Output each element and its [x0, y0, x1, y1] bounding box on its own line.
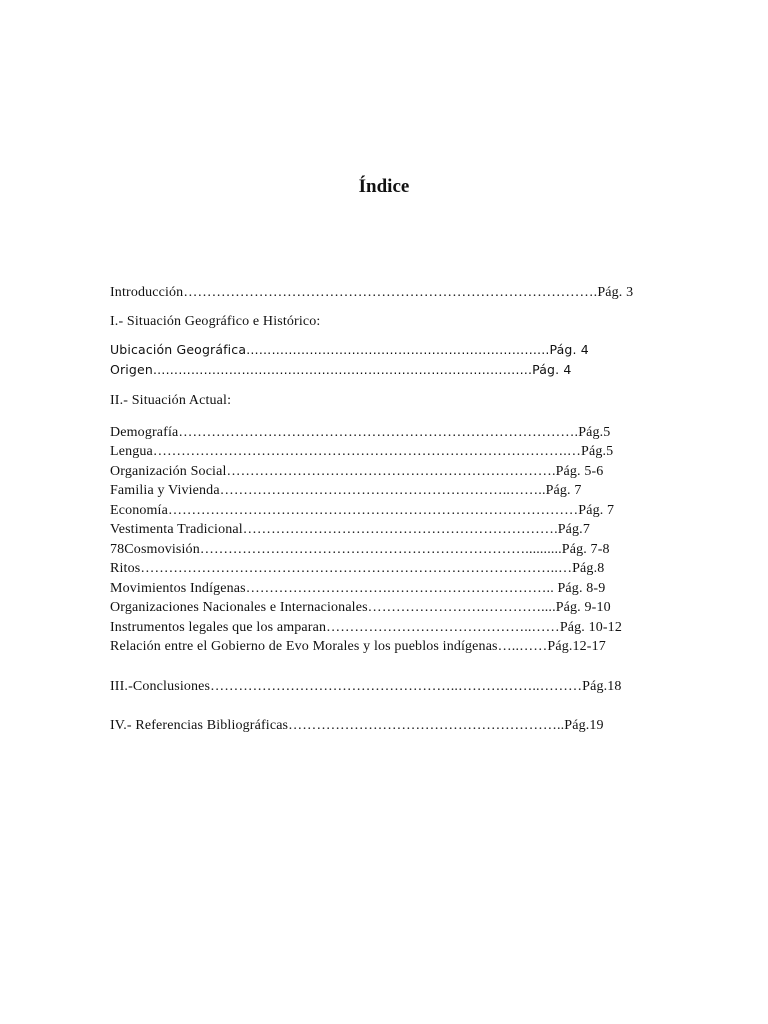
toc-entry: Organización Social…………………………………………………………….Pág. 5-6: [110, 463, 604, 479]
toc-entry: 78Cosmovisión……………………………………………………………..........Pág. 7-8: [110, 541, 610, 557]
toc-entry-conclusiones: III.-Conclusiones……………………………………………..……….……..………Pág.18: [110, 678, 622, 694]
toc-entry: Lengua…………………………………………………………………………….…Pág.5: [110, 444, 614, 459]
table-of-contents: [110, 283, 650, 736]
toc-entry: Organizaciones Nacionales e Internacionales…………………….…………....Pág. 9-10: [110, 600, 611, 615]
toc-entry: Demografía………………………………………………………………………….Pág.5: [110, 424, 611, 440]
toc-entry-ubicacion: Ubicación Geográfica………………………………………………………….…..Pág. 4: [110, 342, 589, 357]
toc-entry: Instrumentos legales que los amparan……………………………………..……Pág. 10-12: [110, 619, 622, 635]
toc-entry-origen: Origen……………………………………………………………………..……….Pág. 4: [110, 361, 572, 377]
toc-entry-introduccion: Introducción…………………………………………………………………………….Pág. 3: [110, 285, 634, 300]
toc-section-heading-2: II.- Situación Actual:: [110, 393, 232, 408]
toc-entry: Ritos……………………………………………………………………………..…Pág.8: [110, 561, 605, 576]
toc-entry: Vestimenta Tradicional………………………………………………………….Pág.7: [110, 522, 590, 537]
toc-entry: Economía……………………………………………………………………………Pág. 7: [110, 502, 615, 518]
toc-section-heading-1: I.- Situación Geográfico e Histórico:: [110, 313, 321, 329]
toc-entry: Movimientos Indígenas………………………….…………………………….. Pág. 8-9: [110, 580, 606, 596]
toc-entry: Familia y Vivienda……………………………………………………..……..Pág. 7: [110, 483, 582, 498]
toc-entry: Relación entre el Gobierno de Evo Morales y los pueblos indígenas…..……Pág.12-17: [110, 639, 606, 654]
toc-entry-referencias: IV.- Referencias Bibliográficas…………………………………………………..Pág.19: [110, 718, 604, 733]
page-title: Índice: [358, 176, 410, 197]
